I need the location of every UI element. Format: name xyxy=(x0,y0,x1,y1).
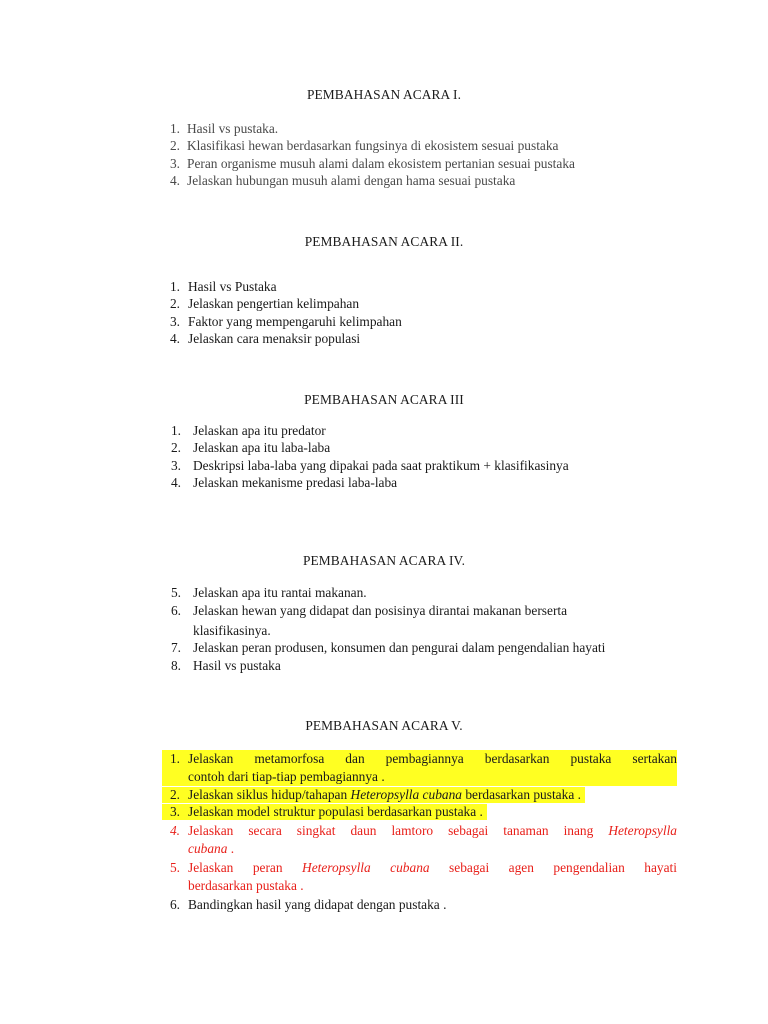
list-item: 6. Jelaskan hewan yang didapat dan posisinya dirantai makanan berserta klasifikasinya. xyxy=(170,603,568,638)
list-item: 2. Jelaskan pengertian kelimpahan xyxy=(169,296,360,312)
section-4-title: PEMBAHASAN ACARA IV. xyxy=(302,553,466,568)
list-item: 3. Jelaskan model struktur populasi berdasarkan pustaka . xyxy=(162,804,487,820)
list-item: 5. Jelaskan peran Heteropsylla cubana sebagai agen pengendalian hayati berdasarkan pustaka . xyxy=(169,860,677,893)
section-3-title: PEMBAHASAN ACARA III xyxy=(304,392,464,407)
list-item: 4. Jelaskan secara singkat daun lamtoro sebagai tanaman inang Heteropsylla cubana . xyxy=(169,823,677,856)
list-item: 1. Jelaskan metamorfosa dan pembagiannya berdasarkan pustaka sertakan contoh dari tiap-tiap pembagiannya . xyxy=(162,750,677,786)
list-item: 1. Hasil vs Pustaka xyxy=(169,279,277,294)
list-item: 3. Deskripsi laba-laba yang dipakai pada saat praktikum + klasifikasinya xyxy=(170,457,569,473)
list-item: 3. Faktor yang mempengaruhi kelimpahan xyxy=(169,313,402,329)
list-item: 4. Jelaskan cara menaksir populasi xyxy=(169,331,361,347)
section-4-list xyxy=(163,584,605,674)
section-3-list xyxy=(163,422,569,492)
list-item: 8. Hasil vs pustaka xyxy=(170,657,281,673)
list-item: 4. Jelaskan hubungan musuh alami dengan hama sesuai pustaka xyxy=(169,173,516,189)
section-2-list xyxy=(162,278,402,348)
list-item: 4. Jelaskan mekanisme predasi laba-laba xyxy=(170,475,398,491)
section-5-list xyxy=(162,750,677,913)
list-item: 2. Jelaskan apa itu laba-laba xyxy=(170,440,331,456)
list-item: 6. Bandingkan hasil yang didapat dengan pustaka . xyxy=(169,897,447,912)
section-1-list xyxy=(162,120,575,190)
list-item: 2. Klasifikasi hewan berdasarkan fungsinya di ekosistem sesuai pustaka xyxy=(169,138,559,154)
list-item: 5. Jelaskan apa itu rantai makanan. xyxy=(170,585,367,600)
section-2-title: PEMBAHASAN ACARA II. xyxy=(304,234,464,249)
list-item: 3. Peran organisme musuh alami dalam ekosistem pertanian sesuai pustaka xyxy=(169,155,575,171)
list-item: 1. Jelaskan apa itu predator xyxy=(170,423,326,438)
list-item: 2. Jelaskan siklus hidup/tahapan Heteropsylla cubana berdasarkan pustaka . xyxy=(162,787,585,803)
section-5-title: PEMBAHASAN ACARA V. xyxy=(305,718,463,733)
list-item: 1. Hasil vs pustaka. xyxy=(169,121,279,136)
section-1-title: PEMBAHASAN ACARA I. xyxy=(306,87,462,102)
list-item: 7. Jelaskan peran produsen, konsumen dan pengurai dalam pengendalian hayati xyxy=(170,640,606,656)
